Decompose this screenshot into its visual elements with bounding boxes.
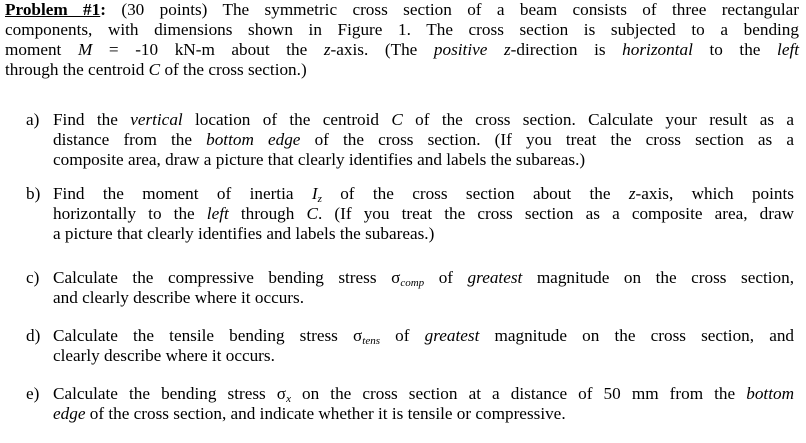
problem-line-4 bbox=[5, 60, 799, 80]
text-run: through bbox=[228, 204, 307, 223]
text-run: of the cross section.) bbox=[160, 60, 307, 79]
horizontal-text: horizontal bbox=[622, 40, 693, 59]
text-run: Calculate the bending stress bbox=[53, 384, 277, 403]
part-c-line-2: and clearly describe where it occurs. bbox=[53, 288, 305, 307]
moment-symbol: M bbox=[77, 40, 93, 59]
problem-line-2: components, with dimensions shown in Figure 1. The cross section is subjected to a bending bbox=[5, 20, 799, 39]
text-run: = -10 kN-m about the bbox=[92, 40, 324, 59]
part-c-line-1 bbox=[53, 268, 794, 288]
part-d-line-2: clearly describe where it occurs. bbox=[53, 346, 275, 365]
part-c-text bbox=[53, 268, 794, 308]
problem-line-3 bbox=[5, 40, 799, 60]
text-run: -direction is bbox=[510, 40, 623, 59]
left-text: left bbox=[777, 40, 800, 59]
text-run: Find the moment of inertia bbox=[53, 184, 312, 203]
text-run: magnitude on the cross section, and bbox=[479, 326, 795, 345]
part-a-line-3: composite area, draw a picture that clearly identifies and labels the subareas.) bbox=[53, 150, 586, 169]
part-b-line-2 bbox=[53, 204, 794, 224]
text-run: of the cross section about the bbox=[321, 184, 629, 203]
part-e-line-2 bbox=[53, 404, 794, 424]
part-a-line-1 bbox=[53, 110, 794, 130]
text-run: Find the bbox=[53, 110, 131, 129]
text-run: of bbox=[424, 268, 468, 287]
part-b-line-3: a picture that clearly identifies and labels the subareas.) bbox=[53, 224, 435, 243]
part-d-text bbox=[53, 326, 794, 366]
text-run: on the cross section at a distance of 50 mm from the bbox=[290, 384, 747, 403]
greatest-text: greatest bbox=[424, 326, 480, 345]
part-e-line-1 bbox=[53, 384, 794, 404]
bottom-text: bottom bbox=[746, 384, 794, 403]
bottom-edge-text: bottom edge bbox=[206, 130, 301, 149]
text-run: location of the centroid bbox=[182, 110, 392, 129]
z-symbol: z bbox=[323, 40, 331, 59]
positive-z-text: positive z bbox=[433, 40, 511, 59]
z-symbol: z bbox=[628, 184, 636, 203]
vertical-text: vertical bbox=[130, 110, 183, 129]
text-run: through the centroid bbox=[5, 60, 149, 79]
part-label: b) bbox=[26, 184, 41, 203]
sigma-subscript: x bbox=[286, 393, 291, 405]
problem-title-colon: : bbox=[100, 0, 106, 19]
text-run: of the cross section, and indicate whether it is tensile or compressive. bbox=[85, 404, 566, 423]
text-run: of the cross section. Calculate your result as a bbox=[402, 110, 794, 129]
text-run: horizontally to the bbox=[53, 204, 207, 223]
problem-statement bbox=[5, 0, 799, 80]
text-run: . (If you treat the cross section as a composite area, draw bbox=[317, 204, 794, 223]
text-run: distance from the bbox=[53, 130, 207, 149]
text-run: of the cross section. (If you treat the cross section as a bbox=[300, 130, 794, 149]
part-label: e) bbox=[26, 384, 40, 403]
part-d-line-1 bbox=[53, 326, 794, 346]
part-label: a) bbox=[26, 110, 40, 129]
centroid-symbol: C bbox=[306, 204, 318, 223]
part-a-text bbox=[53, 110, 794, 170]
problem-line-1 bbox=[5, 0, 799, 20]
problem-points-text: (30 points) The symmetric cross section of a beam consists of three rectangular bbox=[105, 0, 799, 19]
problem-title: Problem #1 bbox=[5, 0, 101, 19]
greatest-text: greatest bbox=[467, 268, 523, 287]
text-run: -axis, which points bbox=[635, 184, 794, 203]
sigma-subscript: tens bbox=[362, 335, 381, 347]
text-run: to the bbox=[692, 40, 778, 59]
sigma-symbol: σ bbox=[391, 268, 401, 287]
part-b-line-1 bbox=[53, 184, 794, 204]
centroid-symbol: C bbox=[148, 60, 161, 79]
left-text: left bbox=[206, 204, 229, 223]
text-run: moment bbox=[5, 40, 78, 59]
sigma-subscript: comp bbox=[400, 277, 425, 289]
part-label: c) bbox=[26, 268, 40, 287]
centroid-symbol: C bbox=[391, 110, 403, 129]
text-run: Calculate the tensile bending stress bbox=[53, 326, 354, 345]
part-b-text bbox=[53, 184, 794, 244]
text-run: -axis. (The bbox=[330, 40, 434, 59]
sigma-symbol: σ bbox=[276, 384, 287, 403]
edge-text: edge bbox=[53, 404, 86, 423]
part-e-text bbox=[53, 384, 794, 424]
inertia-subscript: z bbox=[317, 193, 322, 205]
part-a-line-2 bbox=[53, 130, 794, 150]
text-run: Calculate the compressive bending stress bbox=[53, 268, 392, 287]
sigma-symbol: σ bbox=[353, 326, 363, 345]
part-label: d) bbox=[26, 326, 41, 345]
inertia-symbol: I bbox=[311, 184, 318, 203]
text-run: of bbox=[380, 326, 425, 345]
text-run: magnitude on the cross section, bbox=[522, 268, 794, 287]
